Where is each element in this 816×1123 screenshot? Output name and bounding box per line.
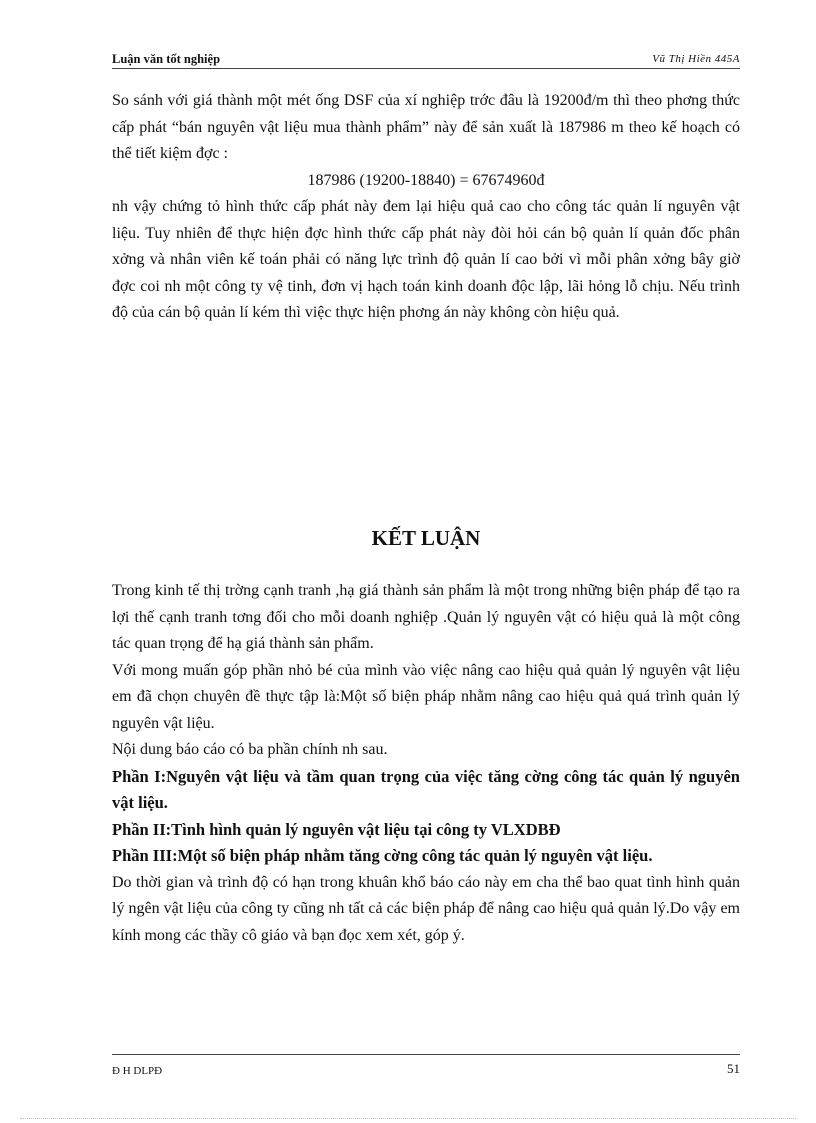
page-footer: [112, 1054, 740, 1077]
conclusion-paragraph-1: Trong kinh tế thị trờng cạnh tranh ,hạ giá thành sản phẩm là một trong những biện pháp để tạo ra lợi thế cạnh tranh tơng đối cho mỗi doanh nghiệp .Quản lý nguyên vật có hiệu quả là một công tác quan trọng để hạ giá thành sản phẩm.: [112, 582, 740, 652]
body-paragraph-1: So sánh với giá thành một mét ống DSF của xí nghiệp trớc đâu là 19200đ/m thì theo phơng thức cấp phát “bán nguyên vật liệu mua thành phẩm” này để sản xuất là 187986 m theo kế hoạch có thể tiết kiệm đợc :: [112, 92, 740, 162]
conclusion-paragraph-2: Với mong muấn góp phần nhỏ bé của mình vào việc nâng cao hiệu quả quản lý nguyên vật liệu em đã chọn chuyên đề thực tập là:Một số biện pháp nhằm nâng cao hiệu quả quá trình quản lý nguyên vật liệu.: [112, 661, 740, 732]
bottom-dotted-rule: [20, 1118, 796, 1119]
conclusion-paragraph-3: Nội dung báo cáo có ba phần chính nh sau.: [112, 741, 388, 758]
formula-line: 187986 (19200-18840) = 67674960đ: [307, 171, 545, 189]
page-number: 51: [727, 1061, 740, 1076]
footer-institution: Đ H DLPĐ: [112, 1065, 163, 1077]
part-2-title: Phần II:Tình hình quản lý nguyên vật liệu tại công ty VLXDBĐ: [112, 819, 561, 839]
body-paragraph-2: nh vậy chứng tỏ hình thức cấp phát này đem lại hiệu quả cao cho công tác quản lí nguyên vật liệu. Tuy nhiên để thực hiện đợc hình thức cấp phát này đòi hỏi cán bộ quản lí quản đốc phân xởng và nhân viên kế toán phải có năng lực trình độ quản lí cao bởi vì mỗi phân xởng bây giờ đợc coi nh một công ty vệ tinh, đơn vị hạch toán kinh doanh độc lập, lãi hỏng lỗ chịu. Nếu trình độ của cán bộ quản lí kém thì việc thực hiện phơng án này không còn hiệu quả.: [112, 198, 740, 321]
conclusion-section: [112, 578, 740, 949]
part-1-title: Phần I:Nguyên vật liệu và tầm quan trọng của việc tăng cờng công tác quản lý nguyên vật liệu.: [112, 766, 740, 812]
header-title: Luận văn tốt nghiệp: [112, 52, 221, 66]
body-section: [112, 88, 740, 327]
conclusion-paragraph-4: Do thời gian và trình độ có hạn trong khuân khổ báo cáo này em cha thể bao quat tình hình quản lý ngên vật liệu của công ty cũng nh tất cả các biện pháp để nâng cao hiệu quả quản lý.Do vậy em kính mong các thầy cô giáo và bạn đọc xem xét, góp ý.: [112, 873, 740, 944]
conclusion-heading: KẾT LUẬN: [371, 526, 481, 550]
page-header: [112, 52, 740, 69]
part-3-title: Phần III:Một số biện pháp nhằm tăng cờng công tác quản lý nguyên vật liệu.: [112, 846, 653, 865]
header-author: Vũ Thị Hiền 445A: [652, 53, 740, 65]
